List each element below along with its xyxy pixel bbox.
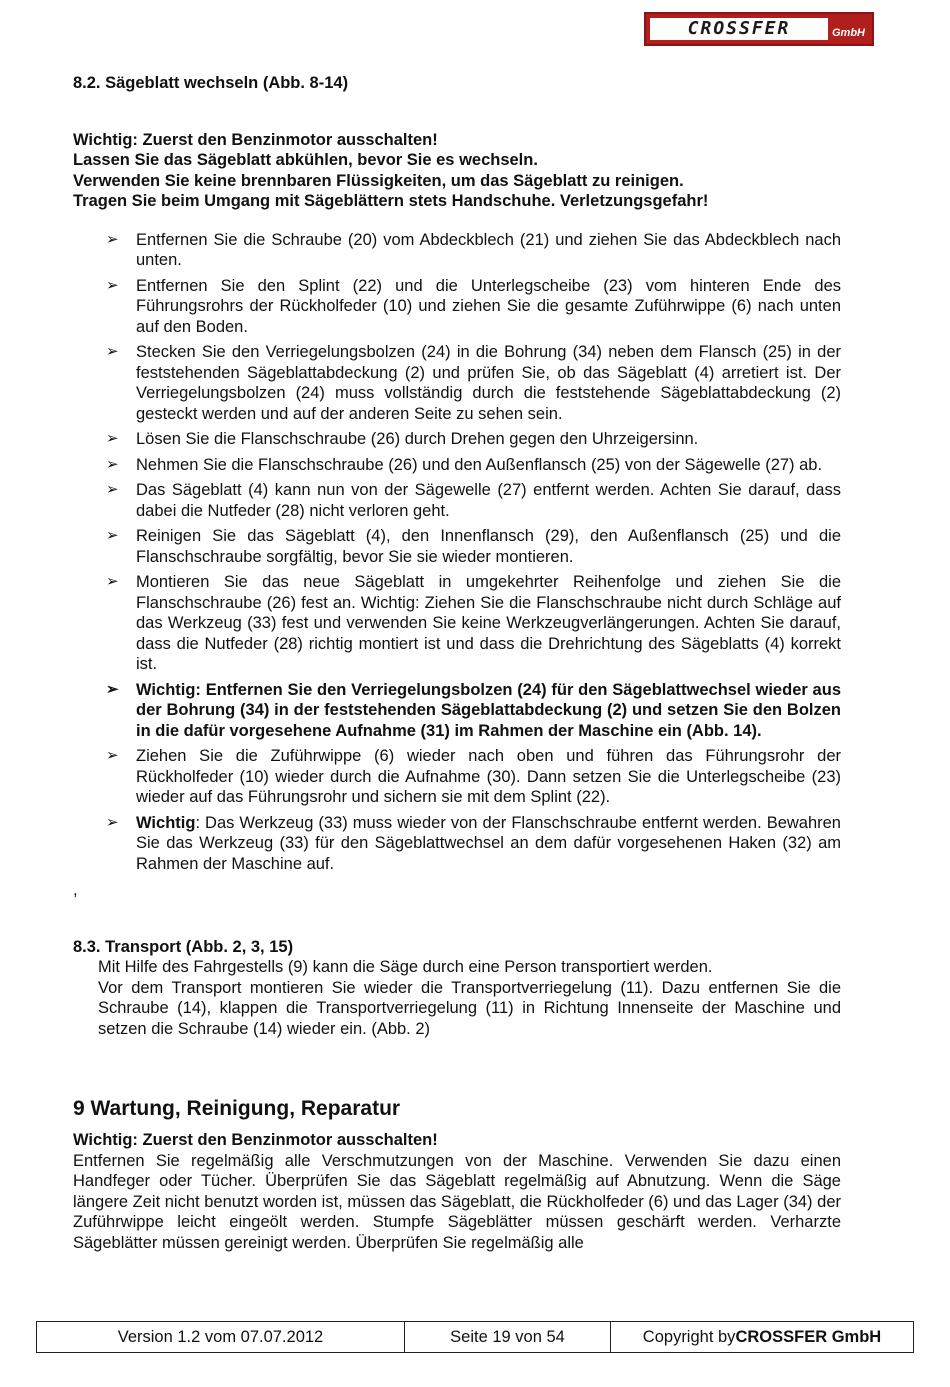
section-9-warning: Wichtig: Zuerst den Benzinmotor ausschalten! [73, 1131, 438, 1149]
step-text: Lösen Sie die Flanschschraube (26) durch Drehen gegen den Uhrzeigersinn. [136, 430, 699, 448]
list-item [73, 342, 841, 424]
step-text: Ziehen Sie die Zuführwippe (6) wieder nach oben und führen das Führungsrohr der Rückholfeder (10) wieder durch die Aufnahme (30). Dann setzen Sie die Unterlegscheibe (23) wieder auf das Führungsrohr und sichern sie mit dem Splint (22). [136, 747, 841, 806]
warning-line: Tragen Sie beim Umgang mit Sägeblättern stets Handschuhe. Verletzungsgefahr! [73, 192, 709, 210]
step-text: Wichtig: Entfernen Sie den Verriegelungsbolzen (24) für den Sägeblattwechsel wieder aus der Bohrung (34) in der feststehenden Sägeblattabdeckung (2) und setzen Sie den Bolzen in die dafür vorgesehene Aufnahme (31) im Rahmen der Maschine ein (Abb. 14). [136, 680, 841, 740]
list-item [73, 480, 841, 521]
step-text: Reinigen Sie das Sägeblatt (4), den Innenflansch (29), den Außenflansch (25) und die Flanschschraube sorgfältig, bevor Sie sie wieder montieren. [136, 527, 841, 566]
step-text: : Das Werkzeug (33) muss wieder von der Flanschschraube entfernt werden. Bewahren Sie das Werkzeug (33) für den Sägeblattwechsel an dem dafür vorgesehenen Haken (32) am Rahmen der Maschine auf. [136, 813, 841, 873]
arrow-bullet-icon: ➢ [106, 813, 119, 831]
step-text: Nehmen Sie die Flanschschraube (26) und den Außenflansch (25) von der Sägewelle (27) ab. [136, 455, 823, 474]
list-item [73, 455, 841, 476]
footer-copyright [611, 1322, 913, 1352]
warning-block [73, 130, 841, 212]
copyright-prefix: Copyright by [642, 1327, 736, 1346]
page-footer [36, 1321, 914, 1353]
crossfer-logo [644, 12, 874, 46]
logo-wordmark: CROSSFER [650, 18, 828, 40]
list-item [73, 526, 841, 567]
list-item [73, 429, 841, 450]
stray-comma: , [73, 881, 78, 899]
steps-list [73, 230, 841, 875]
footer-version: Version 1.2 vom 07.07.2012 [37, 1322, 405, 1352]
list-item [73, 572, 841, 675]
step-text: Das Sägeblatt (4) kann nun von der Sägewelle (27) entfernt werden. Achten Sie darauf, dass dabei die Nutfeder (28) nicht verloren geht. [136, 481, 841, 520]
section-9-text: Entfernen Sie regelmäßig alle Verschmutzungen von der Maschine. Verwenden Sie dazu einen Handfeger oder Tücher. Überprüfen Sie das Sägeblatt regelmäßig auf Abnutzung. Wenn die Säge längere Zeit nicht benutzt worden ist, müssen das Sägeblatt, die Rückholfeder (6) und das Lager (34) der Zuführwippe leicht eingeölt werden. Stumpfe Sägeblätter müssen geschärft werden. Verharzte Sägeblätter müssen gereinigt werden. Überprüfen Sie regelmäßig alle [73, 1151, 841, 1252]
list-item [73, 746, 841, 808]
arrow-bullet-icon: ➢ [106, 430, 119, 447]
list-item [73, 276, 841, 338]
step-emphasis: Wichtig [136, 813, 196, 832]
step-text: Entfernen Sie die Schraube (20) vom Abdeckblech (21) und ziehen Sie das Abdeckblech nach unten. [136, 230, 841, 269]
warning-line: Wichtig: Zuerst den Benzinmotor ausschalten! [73, 130, 438, 149]
step-text: Stecken Sie den Verriegelungsbolzen (24) in die Bohrung (34) neben dem Flansch (25) in der feststehenden Sägeblattabdeckung (2) und prüfen Sie, ob das Sägeblatt (4) arretiert ist. Der Verriegelungsbolzen (24) muss vollständig durch die feststehende Sägeblattabdeckung (2) gesteckt werden und auf der anderen Seite zu sehen sein. [136, 343, 841, 423]
arrow-bullet-icon: ➢ [106, 455, 119, 473]
page-content [73, 73, 841, 1253]
arrow-bullet-icon: ➢ [106, 747, 119, 764]
step-text: Montieren Sie das neue Sägeblatt in umgekehrter Reihenfolge und ziehen Sie die Flanschschraube (26) fest an. Wichtig: Ziehen Sie die Flanschschraube nicht durch Schläge auf das Werkzeug (33) fest und verwenden Sie keine Werkzeugverlängerungen. Achten Sie darauf, dass die Nutfeder (28) richtig montiert ist und dass die Drehrichtung des Sägeblatts (4) korrekt ist. [136, 573, 841, 673]
arrow-bullet-icon: ➢ [106, 573, 119, 590]
transport-text: Vor dem Transport montieren Sie wieder die Transportverriegelung (11). Dazu entfernen Sie die Schraube (14), klappen die Transportverriegelung (11) in Richtung Innenseite der Maschine und setzen die Schraube (14) wieder ein. (Abb. 2) [98, 978, 841, 1038]
transport-text: Mit Hilfe des Fahrgestells (9) kann die Säge durch eine Person transportiert werden. [98, 958, 713, 976]
arrow-bullet-icon: ➢ [106, 343, 119, 360]
list-item [73, 230, 841, 271]
footer-page-number: Seite 19 von 54 [405, 1322, 611, 1352]
warning-line: Verwenden Sie keine brennbaren Flüssigkeiten, um das Sägeblatt zu reinigen. [73, 171, 684, 190]
arrow-bullet-icon: ➢ [106, 527, 119, 544]
list-item [73, 680, 841, 742]
warning-line: Lassen Sie das Sägeblatt abkühlen, bevor Sie es wechseln. [73, 151, 538, 169]
logo-gmbh: GmbH [832, 27, 865, 39]
arrow-bullet-icon: ➢ [106, 680, 119, 698]
section-8-2-title: 8.2. Sägeblatt wechseln (Abb. 8-14) [73, 74, 349, 92]
section-9-title: 9 Wartung, Reinigung, Reparatur [73, 1097, 401, 1120]
arrow-bullet-icon: ➢ [106, 276, 119, 294]
section-8-3-title: 8.3. Transport (Abb. 2, 3, 15) [73, 937, 294, 956]
arrow-bullet-icon: ➢ [106, 230, 119, 248]
list-item [73, 813, 841, 875]
arrow-bullet-icon: ➢ [106, 481, 119, 498]
copyright-company: CROSSFER GmbH [735, 1327, 882, 1346]
step-text: Entfernen Sie den Splint (22) und die Unterlegscheibe (23) vom hinteren Ende des Führungsrohrs der Rückholfeder (10) und ziehen Sie die gesamte Zuführwippe (6) nach unten auf den Boden. [136, 276, 841, 336]
